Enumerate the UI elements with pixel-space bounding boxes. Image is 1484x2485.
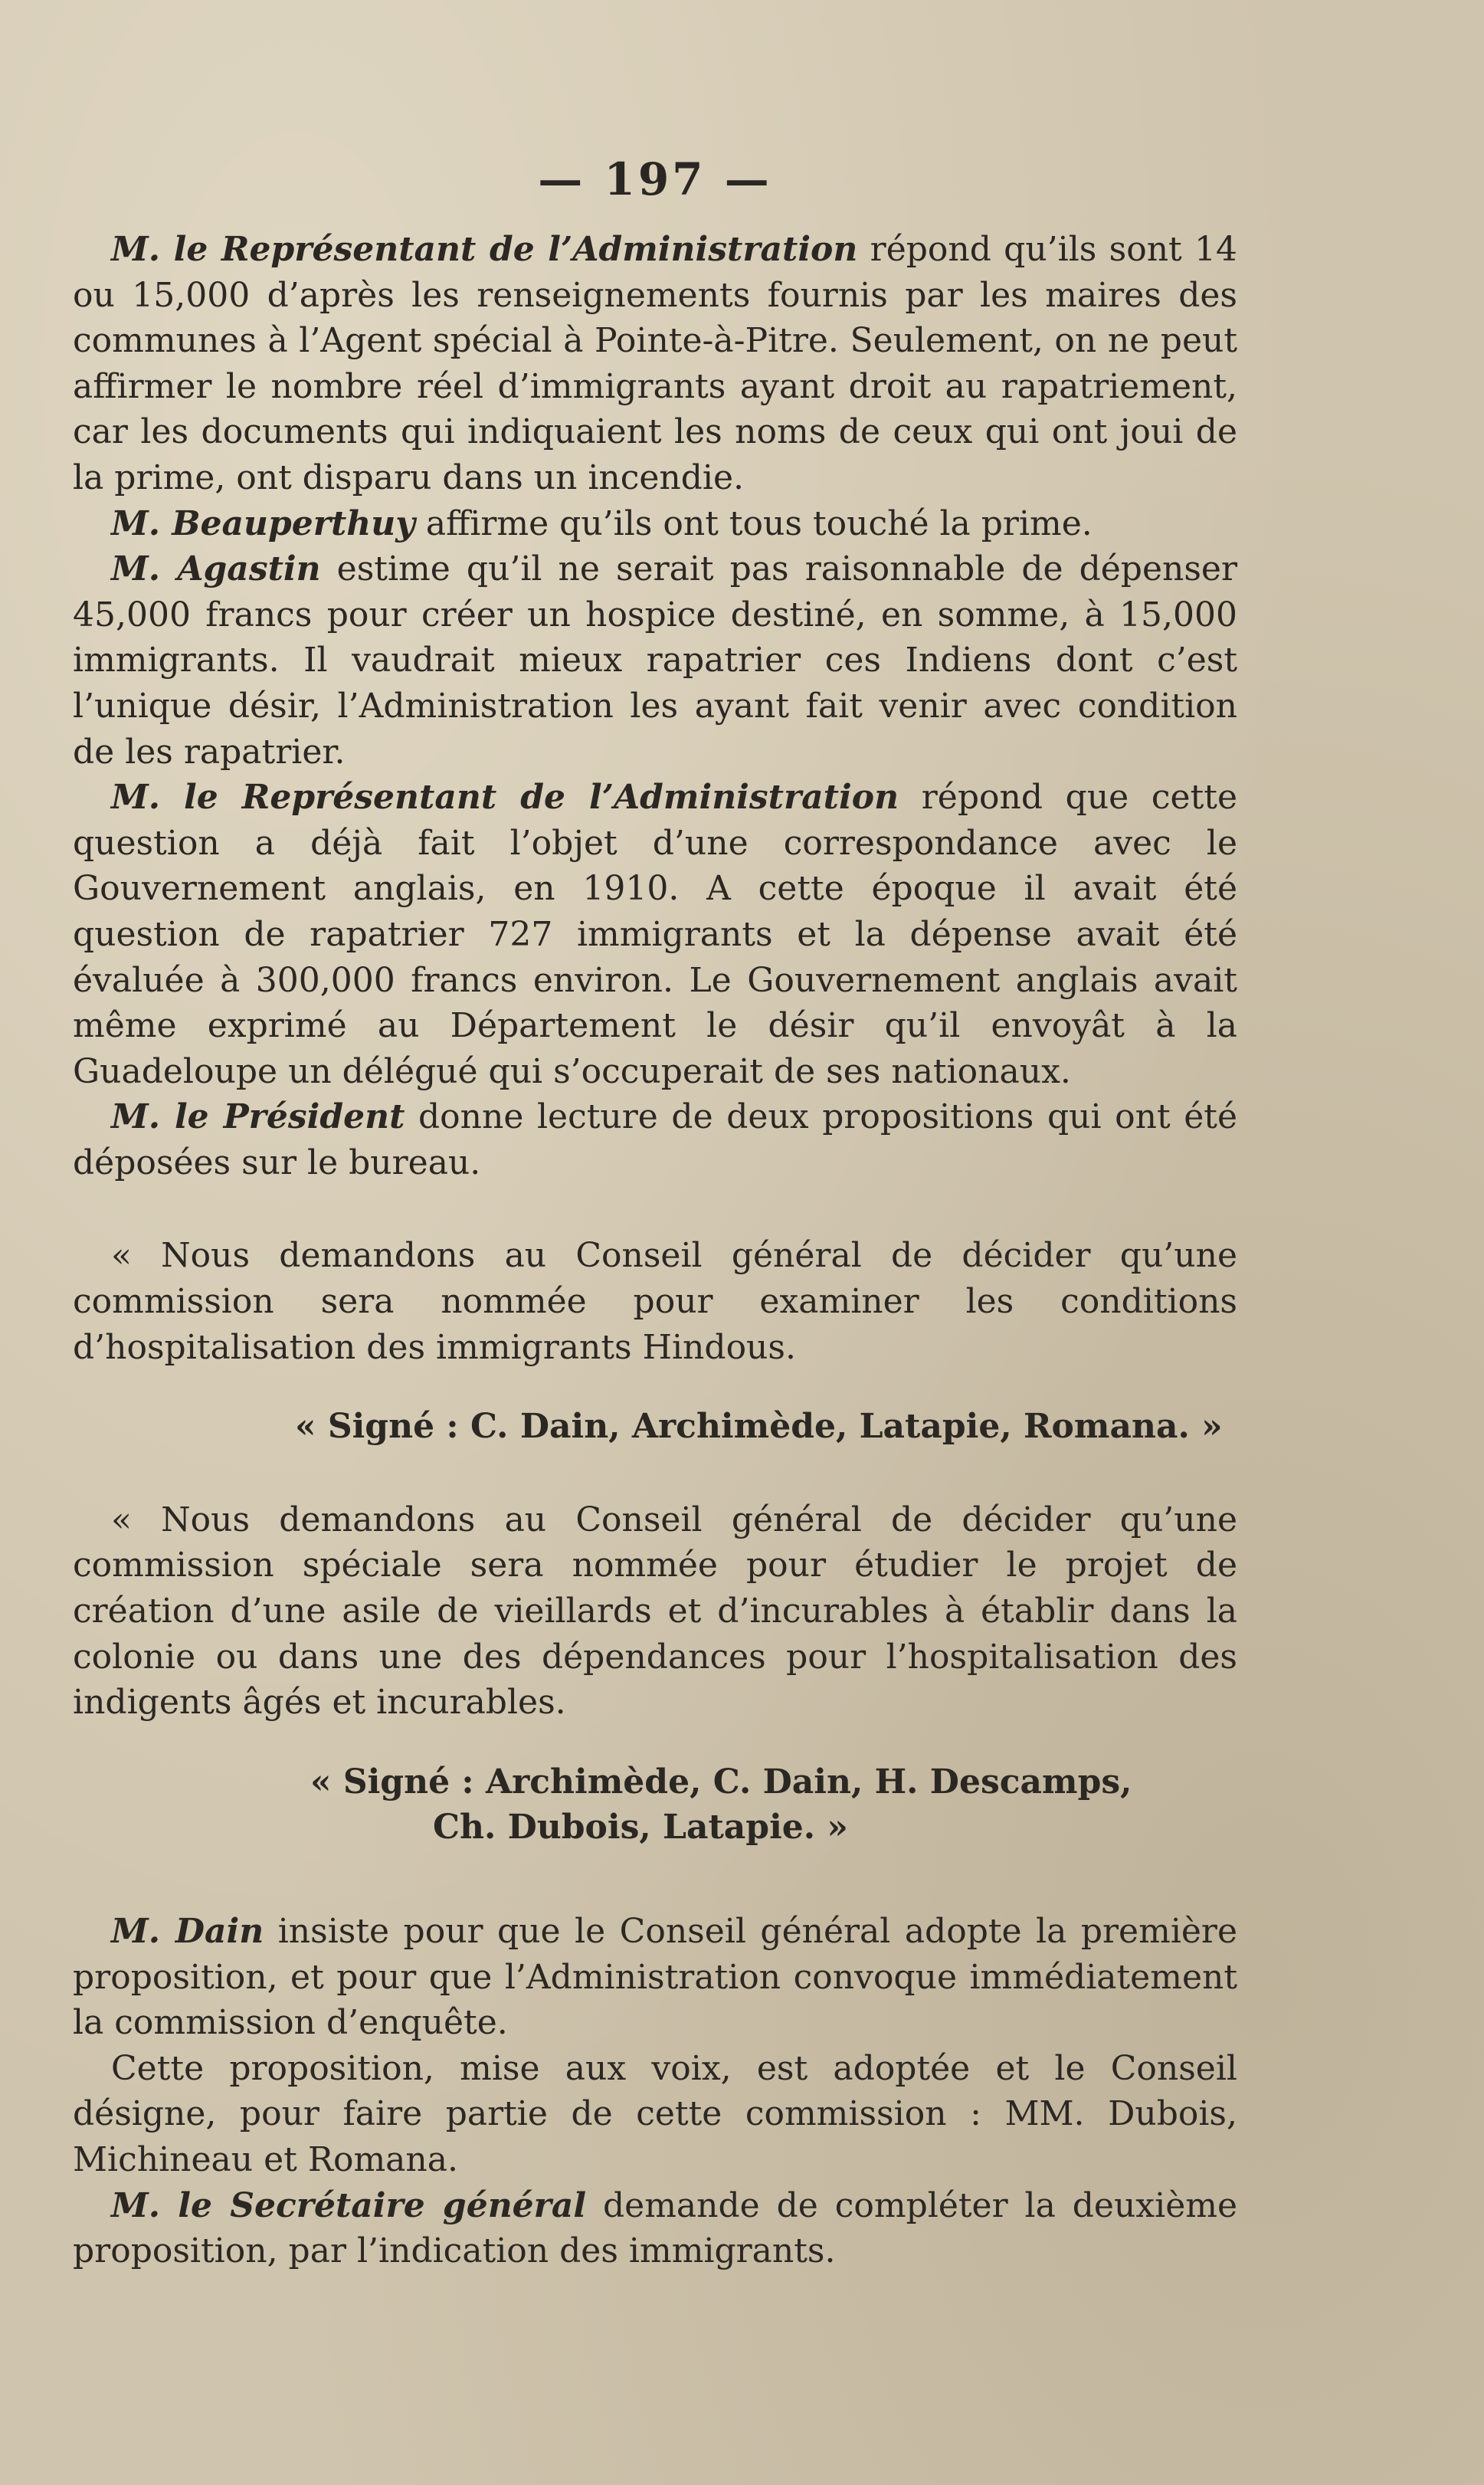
proposition-two: « Nous demandons au Conseil général de décider qu’une commission spéciale sera nommée pour étudier le projet de création d’une asile de vieillards et d’incurables à établir dans la colonie ou dans une des dépendances pour l’hospitalisation des indigents âgés et incurables.: [73, 1500, 1237, 1723]
paragraph-text: affirme qu’ils ont tous touché la prime.: [414, 503, 1093, 543]
speaker-name: M. le Représentant de l’Administration: [111, 778, 899, 818]
document-page: [73, 153, 1237, 2274]
proposition-two-signature: [73, 1759, 1237, 1851]
paragraph-text: insiste pour que le Conseil général adopte la première proposition, et pour que l’Administration convoque immédiatement la commission d’enquête.: [73, 1912, 1238, 2043]
paragraph-representant-reply: [73, 227, 1237, 501]
paragraph-dain: [73, 1909, 1237, 2046]
speaker-name: M. le Président: [111, 1097, 405, 1137]
paragraph-representant-second-reply: [73, 775, 1237, 1094]
proposition-one-signature: « Signé : C. Dain, Archimède, Latapie, Romana. »: [295, 1407, 1223, 1447]
paragraph-president: [73, 1094, 1237, 1185]
paragraph-agastin: [73, 546, 1237, 775]
signature-line-1: « Signé : Archimède, C. Dain, H. Descamps,: [310, 1762, 1132, 1801]
signature-line-2: Ch. Dubois, Latapie. »: [433, 1808, 848, 1847]
speaker-name: M. Agastin: [111, 549, 321, 589]
paragraph-text: Cette proposition, mise aux voix, est adoptée et le Conseil désigne, pour faire partie de cette commission : MM. Dubois, Michineau et Romana.: [73, 2048, 1237, 2179]
paragraph-text: donne lecture de deux propositions qui ont été déposées sur le bureau.: [73, 1097, 1237, 1182]
paragraph-text: répond que cette question a déjà fait l’objet d’une correspondance avec le Gouvernement anglais, en 1910. A cette époque il avait été question de rapatrier 727 immigrants et la dépense avait été évaluée à 300,000 francs environ. Le Gouvernement anglais avait même exprimé au Département le désir qu’il envoyât à la Guadeloupe un délégué qui s’occuperait de ses nationaux.: [73, 778, 1237, 1091]
paragraph-beauperthuy: [73, 501, 1237, 547]
speaker-name: M. Dain: [111, 1912, 264, 1951]
proposition-one: « Nous demandons au Conseil général de décider qu’une commission sera nommée pour examiner les conditions d’hospitalisation des immigrants Hindous.: [73, 1236, 1237, 1367]
paragraph-text: estime qu’il ne serait pas raisonnable de dépenser 45,000 francs pour créer un hospice destiné, en somme, à 15,000 immigrants. Il vaudrait mieux rapatrier ces Indiens dont c’est l’unique désir, l’Administration les ayant fait venir avec condition de les rapatrier.: [73, 549, 1237, 772]
speaker-name: M. le Secrétaire général: [111, 2185, 587, 2225]
paragraph-text: répond qu’ils sont 14 ou 15,000 d’après les renseignements fournis par les maires des communes à l’Agent spécial à Pointe-à-Pitre. Seulement, on ne peut affirmer le nombre réel d’immigrants ayant droit au rapatriement, car les documents qui indiquaient les noms de ceux qui ont joui de la prime, ont disparu dans un incendie.: [73, 230, 1237, 497]
speaker-name: M. le Représentant de l’Administration: [111, 230, 858, 269]
speaker-name: M. Beauperthuy: [111, 503, 415, 543]
page-number: — 197 —: [538, 153, 772, 205]
paragraph-secretaire-general: [73, 2183, 1237, 2274]
paragraph-text: demande de compléter la deuxième proposition, par l’indication des immigrants.: [73, 2185, 1237, 2271]
paragraph-vote-result: [73, 2046, 1237, 2183]
